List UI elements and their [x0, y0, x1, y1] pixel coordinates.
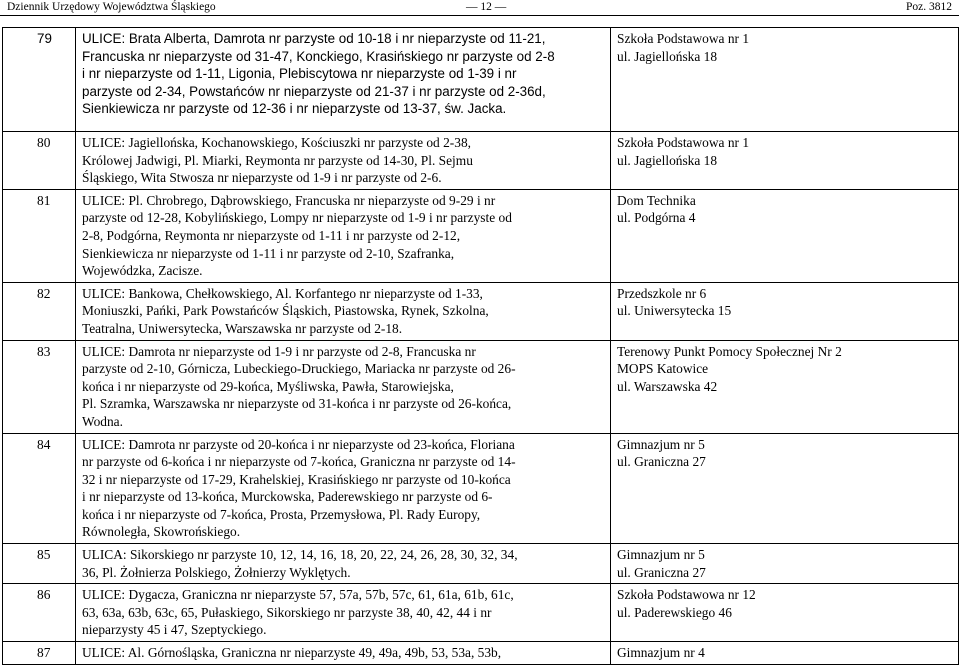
district-streets — [76, 340, 611, 433]
district-streets — [76, 132, 611, 190]
district-number: 87 — [3, 642, 76, 665]
street-list-line: i nr nieparzyste od 1-11, Ligonia, Plebiscytowa nr nieparzyste od 1-39 i nr — [82, 66, 517, 82]
polling-place-line: Gimnazjum nr 4 — [617, 645, 705, 661]
district-streets — [76, 642, 611, 665]
header-rule — [0, 15, 959, 16]
street-list-line: parzyste od 2-34, Powstańców nr nieparzyste od 21-37 i nr parzyste od 2-36d, — [82, 83, 546, 99]
polling-place-line: Gimnazjum nr 5 — [617, 547, 705, 563]
street-list-line: ULICA: Sikorskiego nr parzyste 10, 12, 14, 16, 18, 20, 22, 24, 26, 28, 30, 32, 34, — [82, 547, 518, 563]
polling-place — [611, 433, 959, 544]
street-list-line: ULICE: Al. Górnośląska, Graniczna nr nieparzyste 49, 49a, 49b, 53, 53a, 53b, — [82, 645, 502, 661]
district-number: 86 — [3, 584, 76, 642]
district-row — [3, 433, 959, 544]
position-number: Poz. 3812 — [906, 1, 952, 13]
street-list-line: Francuska nr nieparzyste od 31-47, Konckiego, Krasińskiego nr parzyste od 2-8 — [82, 48, 555, 64]
street-list-line: Sienkiewicza nr parzyste od 12-36 i nr nieparzyste od 13-37, św. Jacka. — [82, 101, 507, 117]
polling-place-line: ul. Warszawska 42 — [617, 378, 718, 394]
polling-place — [611, 132, 959, 190]
street-list-line: końca i nr nieparzyste od 29-końca, Myśliwska, Pawła, Starowiejska, — [82, 378, 454, 394]
district-streets — [76, 28, 611, 132]
district-row — [3, 340, 959, 433]
polling-place-line: Szkoła Podstawowa nr 1 — [617, 135, 750, 150]
district-number: 83 — [3, 340, 76, 433]
district-row — [3, 282, 959, 340]
polling-place-line: ul. Graniczna 27 — [617, 564, 706, 580]
street-list-line: Pl. Szramka, Warszawska nr nieparzyste od 31-końca i nr parzyste od 26-końca, — [82, 396, 512, 412]
polling-place — [611, 28, 959, 132]
polling-place-line: ul. Jagiellońska 18 — [617, 152, 718, 168]
district-row — [3, 544, 959, 584]
district-streets — [76, 282, 611, 340]
street-list-line: ULICE: Damrota nr nieparzyste od 1-9 i nr parzyste od 2-8, Francuska nr — [82, 343, 476, 359]
district-row — [3, 28, 959, 132]
polling-place — [611, 544, 959, 584]
polling-place-line: ul. Jagiellońska 18 — [617, 48, 718, 64]
district-number: 82 — [3, 282, 76, 340]
district-number: 84 — [3, 433, 76, 544]
street-list-line: Moniuszki, Pańki, Park Powstańców Śląskich, Piastowska, Rynek, Szkolna, — [82, 303, 489, 319]
street-list-line: parzyste od 12-28, Kobylińskiego, Lompy nr nieparzyste od 1-9 i nr parzyste od — [82, 210, 512, 226]
street-list-line: i nr nieparzyste od 13-końca, Murckowska, Paderewskiego nr parzyste od 6- — [82, 489, 493, 505]
street-list-line: ULICE: Damrota nr parzyste od 20-końca i nr nieparzyste od 23-końca, Floriana — [82, 436, 515, 452]
polling-place-line: Szkoła Podstawowa nr 12 — [617, 587, 756, 603]
polling-place-line: ul. Podgórna 4 — [617, 210, 696, 226]
journal-title: Dziennik Urzędowy Województwa Śląskiego — [7, 1, 216, 13]
district-row — [3, 189, 959, 282]
district-streets — [76, 189, 611, 282]
street-list-line: ULICE: Dygacza, Graniczna nr nieparzyste 57, 57a, 57b, 57c, 61, 61a, 61b, 61c, — [82, 587, 514, 603]
street-list-line: Śląskiego, Wita Stwosza nr nieparzyste od 1-9 i nr parzyste od 2-6. — [82, 170, 442, 186]
polling-place-line: ul. Graniczna 27 — [617, 454, 706, 470]
street-list-line: parzyste od 2-10, Górnicza, Lubeckiego-Druckiego, Mariacka nr parzyste od 26- — [82, 361, 516, 377]
street-list-line: Królowej Jadwigi, Pl. Miarki, Reymonta nr parzyste od 14-30, Pl. Sejmu — [82, 152, 473, 168]
polling-place-line: Terenowy Punkt Pomocy Społecznej Nr 2 — [617, 343, 842, 359]
polling-place — [611, 642, 959, 665]
district-streets — [76, 544, 611, 584]
street-list-line: Sienkiewicza nr nieparzyste od 1-11 i nr parzyste od 2-10, Szafranka, — [82, 245, 455, 261]
polling-place-line: MOPS Katowice — [617, 361, 709, 377]
street-list-line: końca i nr nieparzyste od 7-końca, Prosta, Przemysłowa, Pl. Rady Europy, — [82, 506, 481, 522]
street-list-line: Równoległa, Skowrońskiego. — [82, 524, 241, 540]
street-list-line: ULICE: Brata Alberta, Damrota nr parzyste od 10-18 i nr nieparzyste od 11-21, — [82, 31, 546, 46]
street-list-line: ULICE: Jagiellońska, Kochanowskiego, Kościuszki nr parzyste od 2-38, — [82, 135, 471, 150]
district-streets — [76, 584, 611, 642]
polling-place — [611, 282, 959, 340]
district-streets — [76, 433, 611, 544]
district-row — [3, 132, 959, 190]
street-list-line: ULICE: Pl. Chrobrego, Dąbrowskiego, Francuska nr nieparzyste od 9-29 i nr — [82, 192, 496, 208]
street-list-line: nieparzysty 45 i 47, Szeptyckiego. — [82, 622, 267, 638]
district-table-body — [3, 28, 959, 665]
street-list-line: 32 i nr nieparzyste od 17-29, Krahelskiej, Krasińskiego nr parzyste od 10-końca — [82, 471, 511, 487]
street-list-line: 36, Pl. Żołnierza Polskiego, Żołnierzy Wyklętych. — [82, 564, 351, 580]
district-number: 79 — [3, 28, 76, 132]
polling-place — [611, 584, 959, 642]
polling-place — [611, 340, 959, 433]
polling-place — [611, 189, 959, 282]
page-number: — 12 — — [466, 1, 507, 13]
street-list-line: Teatralna, Uniwersytecka, Warszawska nr parzyste od 2-18. — [82, 320, 403, 336]
district-number: 81 — [3, 189, 76, 282]
polling-place-line: ul. Uniwersytecka 15 — [617, 303, 732, 319]
district-table — [2, 27, 959, 665]
district-row — [3, 584, 959, 642]
street-list-line: Wodna. — [82, 413, 123, 429]
street-list-line: Wojewódzka, Zacisze. — [82, 263, 203, 279]
street-list-line: 2-8, Podgórna, Reymonta nr nieparzyste od 1-11 i nr parzyste od 2-12, — [82, 227, 461, 243]
page-header — [0, 0, 959, 18]
polling-place-line: Dom Technika — [617, 192, 696, 208]
polling-place-line: Szkoła Podstawowa nr 1 — [617, 31, 750, 46]
polling-place-line: ul. Paderewskiego 46 — [617, 604, 732, 620]
district-number: 80 — [3, 132, 76, 190]
street-list-line: 63, 63a, 63b, 63c, 65, Pułaskiego, Sikorskiego nr parzyste 38, 40, 42, 44 i nr — [82, 604, 492, 620]
polling-place-line: Przedszkole nr 6 — [617, 285, 707, 301]
polling-place-line: Gimnazjum nr 5 — [617, 436, 705, 452]
street-list-line: nr parzyste od 6-końca i nr nieparzyste od 7-końca, Graniczna nr parzyste od 14- — [82, 454, 516, 470]
district-row — [3, 642, 959, 665]
district-number: 85 — [3, 544, 76, 584]
street-list-line: ULICE: Bankowa, Chełkowskiego, Al. Korfantego nr nieparzyste od 1-33, — [82, 285, 483, 301]
